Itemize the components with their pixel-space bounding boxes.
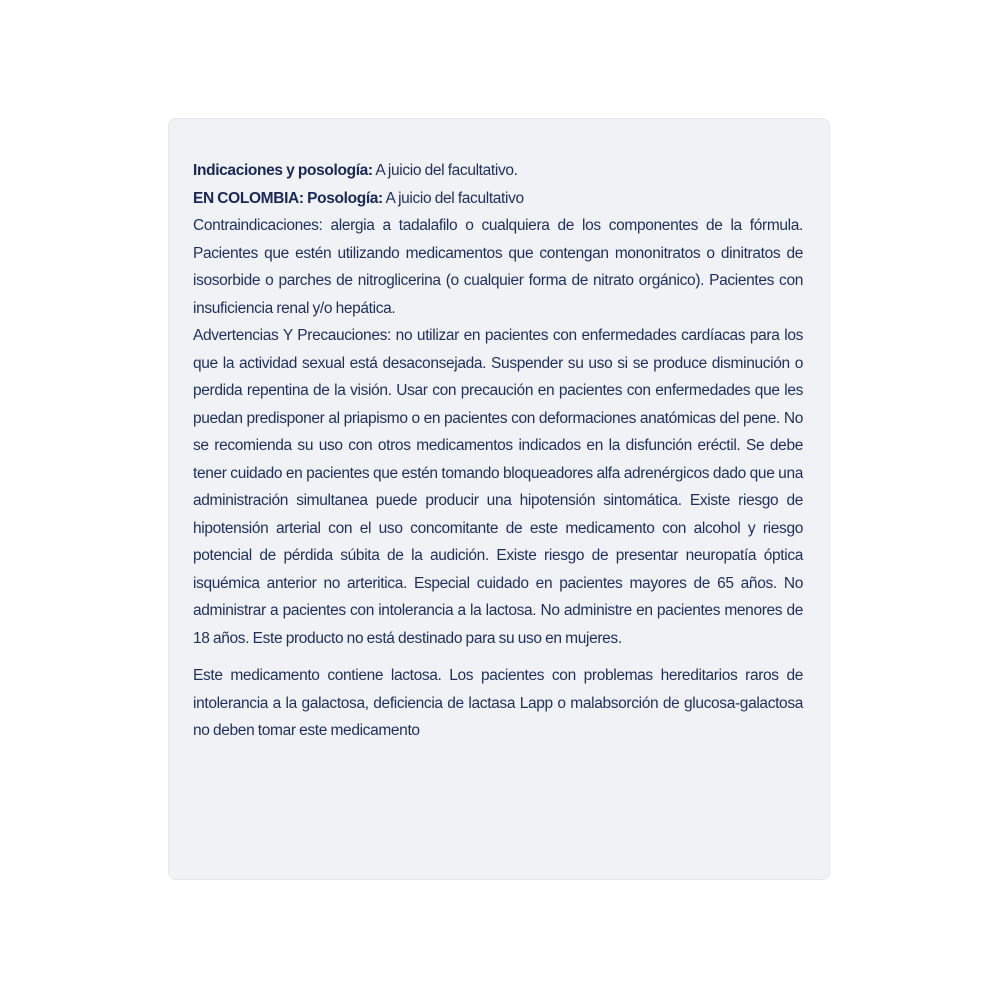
colombia-line (193, 185, 803, 213)
lactosa-paragraph: Este medicamento contiene lactosa. Los pacientes con problemas hereditarios raros de intolerancia a la galactosa, deficiencia de lactasa Lapp o malabsorción de glucosa-galactosa no deben tomar este medicamento (193, 667, 803, 739)
advertencias-paragraph: Advertencias Y Precauciones: no utilizar en pacientes con enfermedades cardíacas para los que la actividad sexual está desaconsejada. Suspender su uso si se produce disminución o perdida repentina de la visión. Usar con precaución en pacientes con enfermedades que les puedan predisponer al priapismo o en pacientes con deformaciones anatómicas del pene. No se recomienda su uso con otros medicamentos indicados en la disfunción eréctil. Se debe tener cuidado en pacientes que estén tomando bloqueadores alfa adrenérgicos dado que una administración simultanea puede producir una hipotensión sintomática. Existe riesgo de hipotensión arterial con el uso concomitante de este medicamento con alcohol y riesgo potencial de pérdida súbita de la audición. Existe riesgo de presentar neuropatía óptica isquémica anterior no arteritica. Especial cuidado en pacientes mayores de 65 años. No administrar a pacientes con intolerancia a la lactosa. No administre en pacientes menores de 18 años. Este producto no está destinado para su uso en mujeres. (193, 327, 803, 647)
leaflet-text (193, 157, 803, 745)
indicaciones-value: A juicio del facultativo. (372, 162, 518, 179)
indicaciones-label: Indicaciones y posología: (193, 162, 373, 179)
indicaciones-line (193, 157, 803, 185)
colombia-label: EN COLOMBIA: (193, 189, 304, 207)
colombia-value: A juicio del facultativo (382, 189, 524, 207)
colombia-sublabel: Posología: (303, 189, 383, 207)
contraindicaciones-paragraph: Contraindicaciones: alergia a tadalafilo o cualquiera de los componentes de la fórmula. Pacientes que estén utilizando medicamentos que contengan mononitratos o dinitratos de isosorbide o parches de nitroglicerina (o cualquier forma de nitrato orgánico). Pacientes con insuficiencia renal y/o hepática. (193, 217, 803, 317)
